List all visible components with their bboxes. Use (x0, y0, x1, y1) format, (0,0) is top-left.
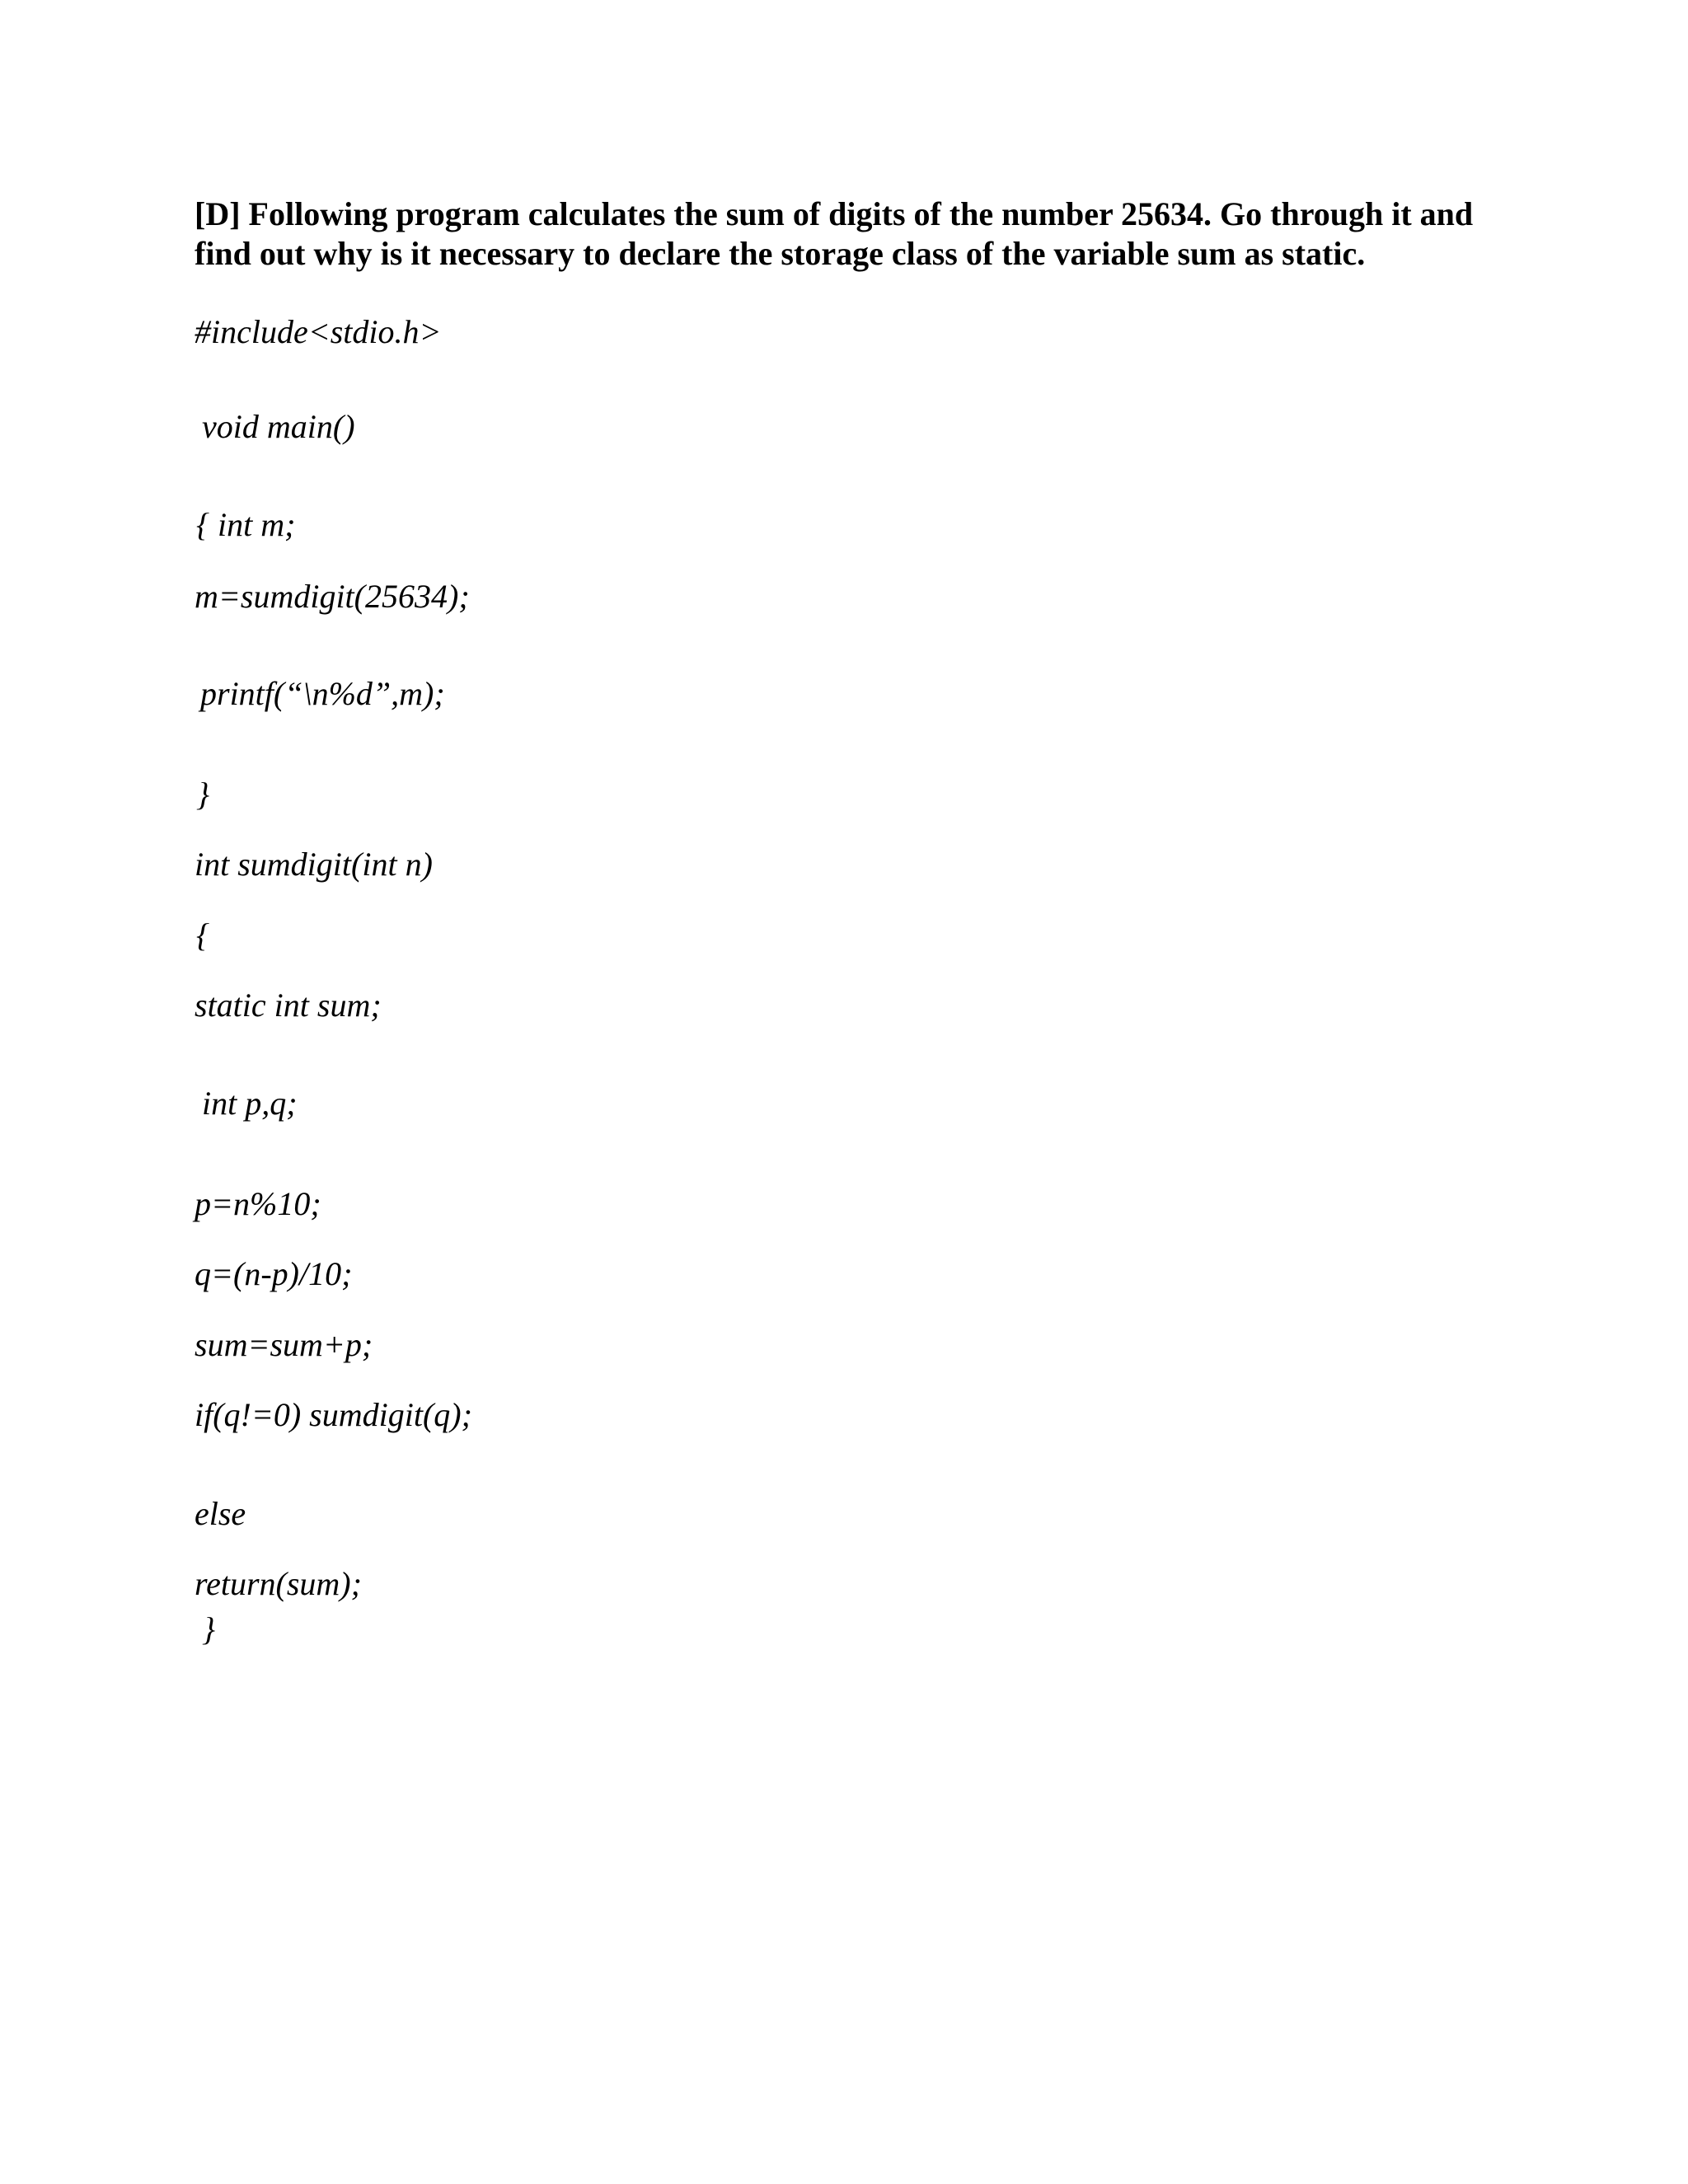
code-line-printf: printf(“\n%d”,m); (200, 675, 445, 712)
code-line-close-main: } (196, 776, 209, 813)
code-line-close-func: } (202, 1610, 215, 1647)
question-text: [D] Following program calculates the sum of digits of the number 25634. Go through it and find out why is it necessary to declare the storage class of the variable sum as static. (195, 195, 1474, 272)
code-line-decl-pq: int p,q; (202, 1085, 298, 1122)
code-line-accumulate: sum=sum+p; (195, 1326, 373, 1363)
code-line-open-func: { (196, 916, 209, 954)
code-line-main-decl: void main() (202, 408, 355, 445)
code-line-else: else (195, 1495, 246, 1532)
code-line-open-main: { int m; (196, 506, 296, 543)
code-line-static-sum: static int sum; (195, 987, 382, 1024)
code-line-assign-p: p=n%10; (195, 1185, 321, 1222)
code-line-func-decl: int sumdigit(int n) (195, 846, 433, 883)
code-line-return: return(sum); (195, 1565, 362, 1602)
code-line-if-recurse: if(q!=0) sumdigit(q); (195, 1396, 472, 1433)
code-line-assign-q: q=(n-p)/10; (195, 1255, 353, 1292)
code-line-include: #include<stdio.h> (195, 313, 442, 350)
code-line-assign-m: m=sumdigit(25634); (195, 578, 470, 615)
